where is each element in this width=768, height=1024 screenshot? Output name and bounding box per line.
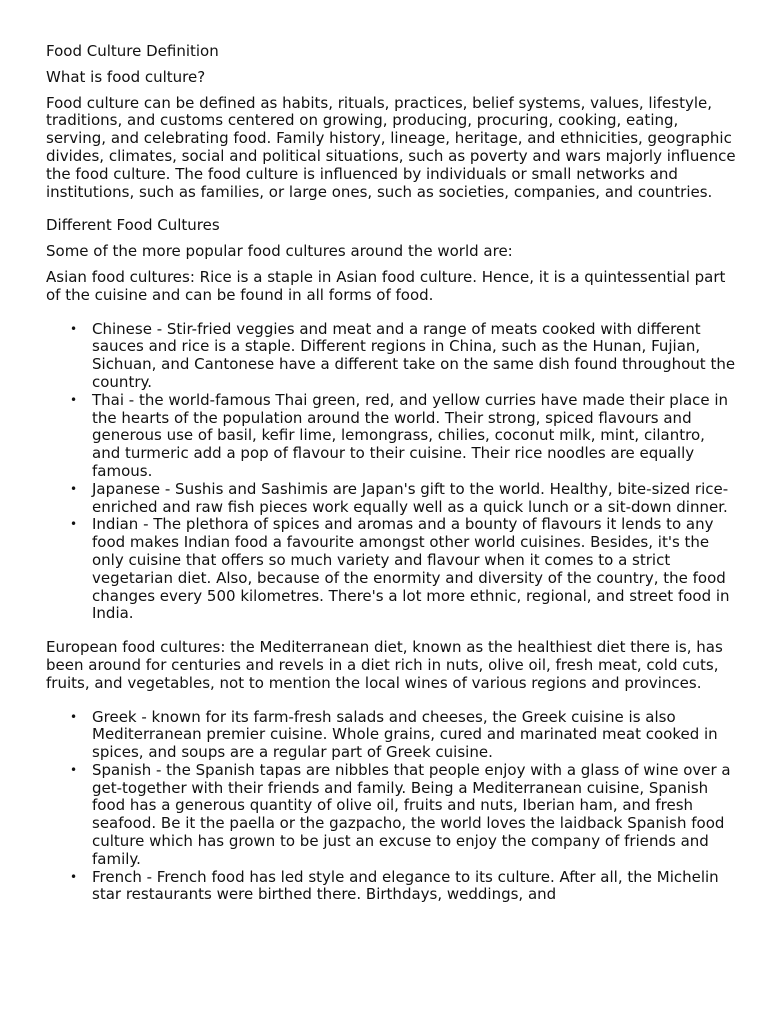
definition-paragraph: Food culture can be defined as habits, rituals, practices, belief systems, values, lifestyle, traditions, and customs centered on growing, producing, procuring, cooking, eating, serving, and celebrating food. Family history, lineage, heritage, and ethnicities, geographic divides, climates, social and political situations, such as poverty and wars majorly influence the food culture. The food culture is influenced by individuals or small networks and institutions, such as families, or large ones, such as societies, companies, and countries. [46,93,736,201]
bullet-icon: • [70,869,78,884]
list-item-text: Greek - known for its farm-fresh salads and cheeses, the Greek cuisine is also Mediterranean premier cuisine. Whole grains, cured and marinated meat cooked in spices, and soups are a regular part of Greek cuisine. [92,707,718,762]
bullet-icon: • [70,517,78,532]
bullet-icon: • [70,762,78,777]
doc-title: Food Culture Definition [46,42,219,60]
list-item [70,760,736,869]
list-item-text: Spanish - the Spanish tapas are nibbles that people enjoy with a glass of wine over a get-together with their friends and family. Being a Mediterranean cuisine, Spanish food has a generous quantity of olive oil, fruits and nuts, Iberian ham, and fresh seafood. Be it the paella or the gazpacho, the world loves the laidback Spanish food culture which has grown to be just an excuse to enjoy the company of friends and family. [92,760,731,868]
list-item-text: Japanese - Sushis and Sashimis are Japan's gift to the world. Healthy, bite-sized rice-enriched and raw fish pieces work equally well as a quick lunch or a sit-down dinner. [92,479,729,516]
bullet-icon: • [70,392,78,407]
asian-intro: Asian food cultures: Rice is a staple in Asian food culture. Hence, it is a quintessential part of the cuisine and can be found in all forms of food. [46,267,726,304]
section-heading-different: Different Food Cultures [46,216,220,235]
list-item-text: Indian - The plethora of spices and aromas and a bounty of flavours it lends to any food makes Indian food a favourite amongst other world cuisines. Besides, it's the only cuisine that offers so much variety and flavour when it comes to a strict vegetarian diet. Also, because of the enormity and diversity of the country, the food changes every 500 kilometres. There's a lot more ethnic, regional, and street food in India. [92,515,730,623]
list-item-text: Chinese - Stir-fried veggies and meat and a range of meats cooked with different sauces and rice is a staple. Different regions in China, such as the Hunan, Fujian, Sichuan, and Cantonese have a different take on the same dish found throughout the country. [92,319,736,391]
list-item [70,707,736,762]
bullet-icon: • [70,321,78,336]
list-item [70,390,736,481]
list-item [70,319,736,392]
asian-list [46,321,736,624]
document-page [46,43,736,920]
list-item-text: French - French food has led style and elegance to its culture. After all, the Michelin star restaurants were birthed there. Birthdays, weddings, and [92,867,719,904]
list-item [70,479,736,517]
european-intro: European food cultures: the Mediterranean diet, known as the healthiest diet there is, has been around for centuries and revels in a diet rich in nuts, olive oil, fresh meat, cold cuts, fruits, and vegetables, not to mention the local wines of various regions and provinces. [46,638,723,692]
list-item [70,867,736,905]
list-item [70,515,736,623]
question-heading: What is food culture? [46,67,206,86]
popular-intro: Some of the more popular food cultures around the world are: [46,242,513,261]
bullet-icon: • [70,709,78,724]
list-item-text: Thai - the world-famous Thai green, red, and yellow curries have made their place in the hearts of the population around the world. Their strong, spiced flavours and generous use of basil, kefir lime, lemongrass, chilies, coconut milk, mint, cilantro, and turmeric add a pop of flavour to their cuisine. Their rice noodles are equally famous. [92,390,729,480]
bullet-icon: • [70,481,78,496]
european-list [46,709,736,905]
